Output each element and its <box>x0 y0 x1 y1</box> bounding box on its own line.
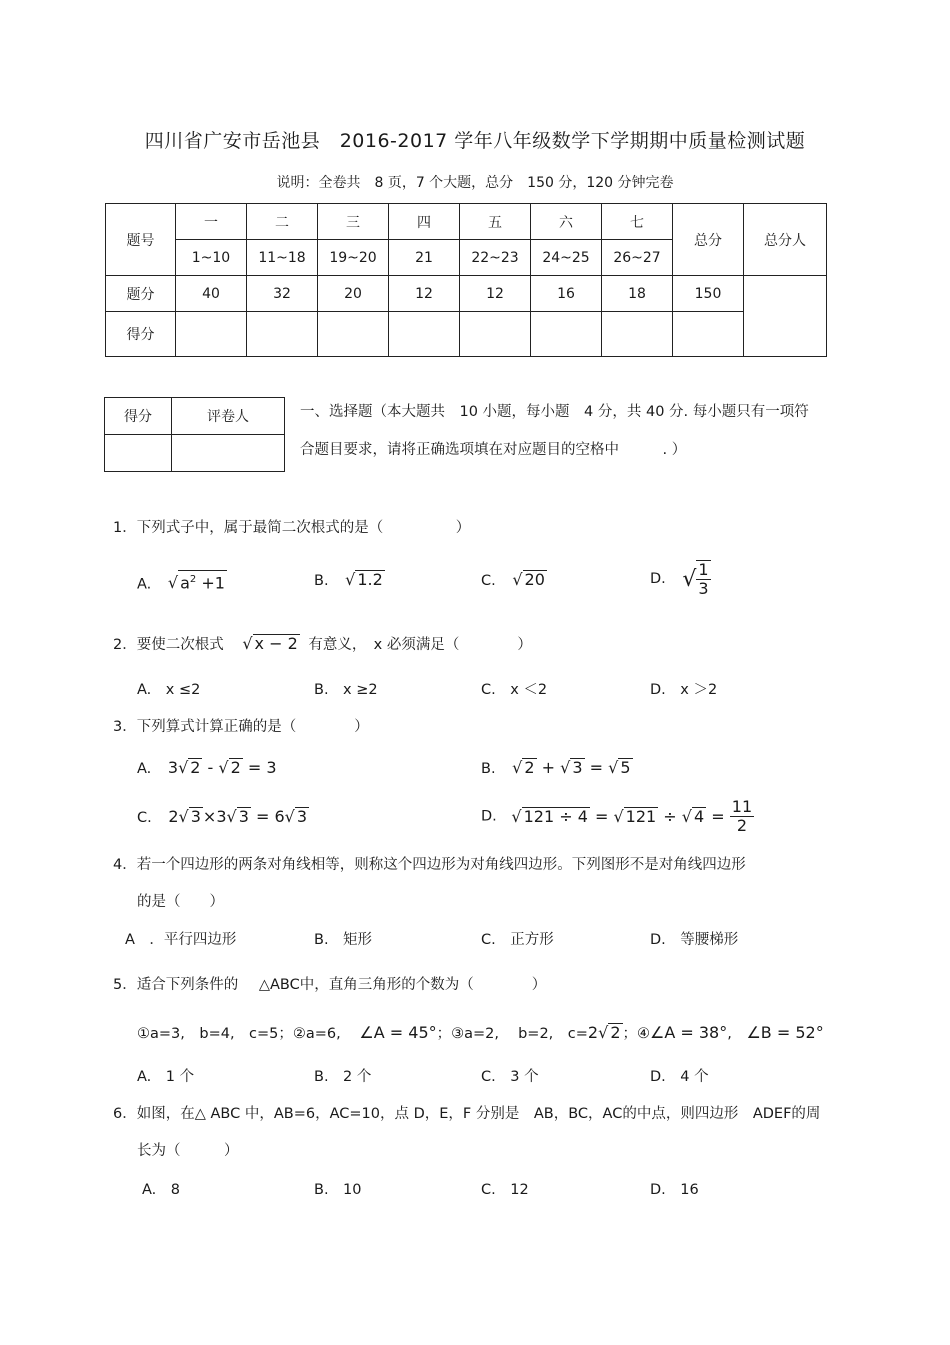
row-label-question-number: 题号 <box>106 204 176 276</box>
range-cell: 24~25 <box>531 240 602 276</box>
points-cell: 32 <box>247 276 318 312</box>
section-header: 四 <box>389 204 460 240</box>
fraction: $\frac{1}{3}$ <box>698 560 709 598</box>
exam-note: 说明：全卷共 8 页，7 个大题，总分 150 分，120 分钟完卷 <box>276 175 674 191</box>
q1-option-c[interactable] <box>481 570 547 589</box>
question-5-stem: 5．适合下列条件的 △ABC中，直角三角形的个数为（ ） <box>113 977 547 993</box>
points-cell: 20 <box>318 276 389 312</box>
score-entry-cell[interactable] <box>460 312 531 357</box>
q6-option-d[interactable]: D. 16 <box>650 1182 699 1198</box>
row-label-score: 得分 <box>106 312 176 357</box>
q5-option-a[interactable]: A. 1 个 <box>137 1069 195 1085</box>
q6-option-a[interactable]: A. 8 <box>142 1182 180 1198</box>
section-header: 二 <box>247 204 318 240</box>
range-cell: 22~23 <box>460 240 531 276</box>
score-entry-cell[interactable] <box>602 312 673 357</box>
range-cell: 19~20 <box>318 240 389 276</box>
math-expression: √ $a^2 +1$ <box>168 573 227 592</box>
question-3-stem: 3．下列算式计算正确的是（ ） <box>113 719 369 735</box>
grader-table <box>104 397 285 472</box>
option-letter: B. <box>481 761 496 777</box>
math-expression: √ 2 + √ 3 = √ 5 <box>512 758 631 777</box>
section-header: 七 <box>602 204 673 240</box>
points-cell: 16 <box>531 276 602 312</box>
q3-option-d[interactable] <box>481 798 754 835</box>
points-cell: 12 <box>389 276 460 312</box>
grader-score-cell[interactable] <box>105 435 172 472</box>
scorer-cell[interactable] <box>744 276 827 357</box>
question-4-stem-line2: 的是（ ） <box>137 894 224 910</box>
score-entry-cell[interactable] <box>531 312 602 357</box>
q5-option-b[interactable]: B. 2 个 <box>314 1069 372 1085</box>
option-letter: B. <box>314 573 329 589</box>
option-letter: C. <box>137 810 152 826</box>
q5-option-c[interactable]: C. 3 个 <box>481 1069 539 1085</box>
range-cell: 1~10 <box>176 240 247 276</box>
page-title: 四川省广安市岳池县 2016-2017 学年八年级数学下学期期中质量检测试题 <box>144 130 806 152</box>
score-entry-cell[interactable] <box>389 312 460 357</box>
score-entry-cell[interactable] <box>673 312 744 357</box>
score-entry-cell[interactable] <box>176 312 247 357</box>
q2-option-a[interactable]: A. x ≤2 <box>137 682 201 698</box>
points-cell: 12 <box>460 276 531 312</box>
range-cell: 11~18 <box>247 240 318 276</box>
question-1-stem: 1．下列式子中，属于最简二次根式的是（ ） <box>113 520 471 536</box>
angle-b-condition: ∠B = 52° <box>746 1023 824 1042</box>
points-cell: 40 <box>176 276 247 312</box>
angle-a-condition: ∠A = 38° <box>650 1023 728 1042</box>
q1-option-a[interactable] <box>137 570 227 592</box>
score-entry-cell[interactable] <box>318 312 389 357</box>
question-5-conditions: ①a=3, b=4, c=5；②a=6, ∠A = 45°；③a=2, b=2, c=2√ 2 ；④∠A = 38°, ∠B = 52° <box>137 1023 824 1042</box>
score-entry-cell[interactable] <box>247 312 318 357</box>
section-1-intro-line2: 合题目要求，请将正确选项填在对应题目的空格中 . ） <box>300 442 687 458</box>
q3-option-a[interactable] <box>137 758 277 777</box>
q2-option-b[interactable]: B. x ≥2 <box>314 682 378 698</box>
q4-option-a[interactable]: A ．平行四边形 <box>125 932 237 948</box>
math-expression: √ x − 2 <box>242 634 298 653</box>
math-expression: √ 20 <box>512 570 545 589</box>
radicand: $a^2 +1$ <box>178 570 227 592</box>
scorer-header: 总分人 <box>744 204 827 276</box>
q1-option-b[interactable] <box>314 570 385 589</box>
option-letter: D. <box>650 571 666 587</box>
grader-score-label: 得分 <box>105 398 172 435</box>
q2-option-d[interactable]: D. x ＞2 <box>650 682 718 698</box>
question-4-stem-line1: 4．若一个四边形的两条对角线相等，则称这个四边形为对角线四边形。下列图形不是对角线四边形 <box>113 857 746 873</box>
range-cell: 21 <box>389 240 460 276</box>
math-expression: 2√ 3 ×3√ 3 = 6√ 3 <box>168 807 308 826</box>
math-expression: √ 1.2 <box>345 570 383 589</box>
math-expression: √ 121 ÷ 4 = √ 121 ÷ √ 4 = <box>511 807 730 826</box>
math-expression: 2√ 2 <box>587 1023 621 1042</box>
q3-option-b[interactable] <box>481 758 633 777</box>
score-table <box>105 203 827 357</box>
option-letter: C. <box>481 573 496 589</box>
section-1-intro-line1: 一、选择题（本大题共 10 小题，每小题 4 分，共 40 分. 每小题只有一项符 <box>300 404 809 420</box>
q4-option-c[interactable]: C. 正方形 <box>481 932 554 948</box>
points-cell: 18 <box>602 276 673 312</box>
q3-option-c[interactable] <box>137 807 309 826</box>
question-6-stem-line1: 6．如图，在△ ABC 中，AB=6，AC=10，点 D，E，F 分别是 AB，BC，AC的中点，则四边形 ADEF的周 <box>113 1106 821 1122</box>
q4-option-d[interactable]: D. 等腰梯形 <box>650 932 739 948</box>
angle-a-condition: ∠A = 45° <box>359 1023 437 1042</box>
points-cell: 150 <box>673 276 744 312</box>
option-letter: A. <box>137 761 152 777</box>
section-header: 一 <box>176 204 247 240</box>
section-header: 五 <box>460 204 531 240</box>
section-header: 六 <box>531 204 602 240</box>
math-expression: √ <box>682 566 697 592</box>
q5-option-d[interactable]: D. 4 个 <box>650 1069 709 1085</box>
q6-option-b[interactable]: B. 10 <box>314 1182 362 1198</box>
q4-option-b[interactable]: B. 矩形 <box>314 932 373 948</box>
section-header: 三 <box>318 204 389 240</box>
option-letter: A. <box>137 576 152 593</box>
grader-name-cell[interactable] <box>172 435 285 472</box>
question-6-stem-line2: 长为（ ） <box>137 1143 239 1159</box>
question-2-stem: 2．要使二次根式 √ x − 2 有意义， x 必须满足（ ） <box>113 634 532 653</box>
grader-label: 评卷人 <box>172 398 285 435</box>
triangle-abc: △ABC <box>258 977 300 993</box>
math-expression: 3√ 2 - √ 2 = 3 <box>167 758 277 777</box>
q2-option-c[interactable]: C. x ＜2 <box>481 682 548 698</box>
range-cell: 26~27 <box>602 240 673 276</box>
option-letter: D. <box>481 808 497 825</box>
row-label-points: 题分 <box>106 276 176 312</box>
q1-option-d[interactable] <box>650 560 711 598</box>
q6-option-c[interactable]: C. 12 <box>481 1182 529 1198</box>
total-header: 总分 <box>673 204 744 276</box>
fraction: $\frac{11}{2}$ <box>731 797 753 835</box>
